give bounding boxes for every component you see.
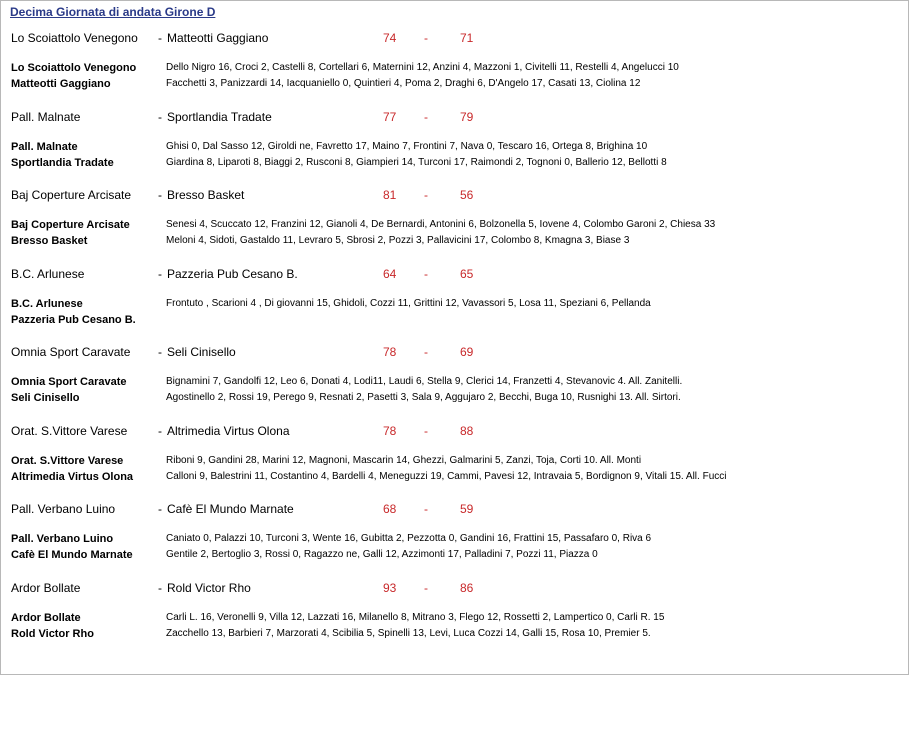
roster-players: Riboni 9, Gandini 28, Marini 12, Magnoni, Mascarin 14, Ghezzi, Galmarini 5, Zanzi, Toja, Corti 10. All. Monti — [166, 454, 642, 466]
home-team-name: Pall. Malnate — [11, 109, 81, 124]
roster-team-name: Omnia Sport Caravate — [11, 376, 127, 388]
away-team-name: Sportlandia Tradate — [167, 109, 272, 124]
away-roster-row — [1, 312, 901, 328]
home-team-name: Pall. Verbano Luino — [11, 502, 116, 516]
teams-separator: - — [158, 580, 162, 595]
roster-players: Meloni 4, Sidoti, Gastaldo 11, Levraro 5, Sbrosi 2, Pozzi 3, Pallavicini 17, Colombo 8, Kmagna 3, Biase 3 — [166, 235, 630, 246]
home-roster-row — [1, 610, 901, 626]
roster-team-name: Lo Scoiattolo Venegono — [11, 62, 137, 74]
home-roster-row — [1, 296, 901, 312]
score-separator: - — [424, 266, 428, 281]
home-team-name: B.C. Arlunese — [11, 266, 85, 281]
roster-players: Carli L. 16, Veronelli 9, Villa 12, Lazzati 16, Milanello 8, Mitrano 3, Flego 12, Rossetti 2, Lampertico 0, Carli R. 15 — [166, 611, 665, 623]
home-score: 78 — [383, 345, 397, 359]
roster-players: Facchetti 3, Panizzardi 14, Iacquaniello 0, Quintieri 4, Poma 2, Draghi 6, D'Angelo 17, Casati 13, Ciolina 12 — [166, 78, 641, 89]
away-team-name: Pazzeria Pub Cesano B. — [167, 266, 298, 281]
away-roster-row — [1, 547, 901, 563]
away-roster-row — [1, 626, 901, 642]
home-score: 81 — [383, 188, 397, 202]
home-team-name: Ardor Bollate — [11, 580, 81, 595]
score-separator: - — [424, 345, 428, 359]
home-score: 93 — [383, 580, 397, 595]
teams-separator: - — [158, 31, 162, 45]
roster-team-name: B.C. Arlunese — [11, 297, 83, 310]
away-roster-row — [1, 233, 901, 249]
score-row — [1, 344, 901, 360]
teams-separator: - — [158, 502, 162, 516]
away-score: 88 — [460, 423, 474, 438]
roster-team-name: Pall. Verbano Luino — [11, 533, 114, 545]
score-row — [1, 580, 901, 596]
home-roster-row — [1, 60, 901, 76]
teams-separator: - — [158, 109, 162, 124]
home-team-name: Omnia Sport Caravate — [11, 345, 131, 359]
score-row — [1, 501, 901, 517]
away-team-name: Cafè El Mundo Marnate — [167, 502, 294, 516]
away-score: 59 — [460, 502, 474, 516]
home-roster-row — [1, 531, 901, 547]
away-team-name: Bresso Basket — [167, 188, 245, 202]
roster-players: Bignamini 7, Gandolfi 12, Leo 6, Donati 4, Lodi11, Laudi 6, Stella 9, Clerici 14, Franzetti 4, Stevanovic 4. All. Zanitelli. — [166, 376, 683, 387]
away-team-name: Rold Victor Rho — [167, 580, 251, 595]
away-team-name: Seli Cinisello — [167, 345, 236, 359]
score-row — [1, 30, 901, 46]
page-title[interactable]: Decima Giornata di andata Girone D — [10, 5, 216, 19]
roster-players: Frontuto , Scarioni 4 , Di giovanni 15, Ghidoli, Cozzi 11, Grittini 12, Vavassori 5, Losa 11, Speziani 6, Pellanda — [166, 297, 651, 309]
score-row — [1, 187, 901, 203]
away-score: 86 — [460, 580, 474, 595]
roster-players: Giardina 8, Liparoti 8, Biaggi 2, Rusconi 8, Giampieri 14, Turconi 17, Raimondi 2, Tognoni 0, Ballerio 12, Bellotti 8 — [166, 156, 667, 168]
away-team-name: Matteotti Gaggiano — [167, 31, 269, 45]
teams-separator: - — [158, 423, 162, 438]
roster-team-name: Rold Victor Rho — [11, 627, 94, 640]
roster-team-name: Sportlandia Tradate — [11, 156, 114, 169]
roster-team-name: Ardor Bollate — [11, 611, 81, 624]
home-score: 64 — [383, 266, 397, 281]
away-score: 69 — [460, 345, 474, 359]
score-separator: - — [424, 31, 428, 45]
score-separator: - — [424, 188, 428, 202]
score-row — [1, 423, 901, 439]
home-roster-row — [1, 217, 901, 233]
home-roster-row — [1, 374, 901, 390]
roster-team-name: Pall. Malnate — [11, 140, 78, 153]
roster-team-name: Seli Cinisello — [11, 392, 80, 404]
roster-team-name: Matteotti Gaggiano — [11, 78, 111, 90]
score-row — [1, 109, 901, 125]
score-separator: - — [424, 423, 428, 438]
away-roster-row — [1, 469, 901, 485]
roster-players: Zacchello 13, Barbieri 7, Marzorati 4, Scibilia 5, Spinelli 13, Levi, Luca Cozzi 14, Galli 15, Rosa 10, Premier 5. — [166, 627, 651, 639]
score-separator: - — [424, 109, 428, 124]
roster-players: Agostinello 2, Rossi 19, Perego 9, Resnati 2, Pasetti 3, Sala 9, Aggujaro 2, Becchi, Buga 10, Rusnighi 13. All. Sirtori. — [166, 392, 681, 403]
roster-team-name: Pazzeria Pub Cesano B. — [11, 313, 136, 326]
roster-team-name: Altrimedia Virtus Olona — [11, 470, 134, 483]
away-score: 65 — [460, 266, 474, 281]
away-team-name: Altrimedia Virtus Olona — [167, 423, 290, 438]
score-row — [1, 266, 901, 282]
roster-players: Gentile 2, Bertoglio 3, Rossi 0, Ragazzo ne, Galli 12, Azzimonti 17, Palladini 7, Pozzi 11, Piazza 0 — [166, 549, 598, 560]
roster-players: Caniato 0, Palazzi 10, Turconi 3, Wente 16, Gubitta 2, Pezzotta 0, Gandini 16, Frattini 15, Passafaro 0, Riva 6 — [166, 533, 652, 544]
away-score: 56 — [460, 188, 474, 202]
home-team-name: Lo Scoiattolo Venegono — [11, 31, 138, 45]
home-score: 74 — [383, 31, 397, 45]
score-separator: - — [424, 580, 428, 595]
score-separator: - — [424, 502, 428, 516]
away-roster-row — [1, 76, 901, 92]
teams-separator: - — [158, 266, 162, 281]
home-score: 78 — [383, 423, 397, 438]
match-block — [1, 580, 901, 740]
away-roster-row — [1, 390, 901, 406]
roster-team-name: Orat. S.Vittore Varese — [11, 454, 124, 467]
teams-separator: - — [158, 188, 162, 202]
away-score: 79 — [460, 109, 474, 124]
home-roster-row — [1, 139, 901, 155]
roster-players: Senesi 4, Scuccato 12, Franzini 12, Gianoli 4, De Bernardi, Antonini 6, Bolzonella 5, Iovene 4, Colombo Garoni 2, Chiesa 33 — [166, 219, 716, 230]
roster-players: Ghisi 0, Dal Sasso 12, Giroldi ne, Favretto 17, Maino 7, Frontini 7, Nava 0, Tescaro 16, Ortega 8, Brighina 10 — [166, 140, 648, 152]
home-team-name: Orat. S.Vittore Varese — [11, 423, 128, 438]
away-score: 71 — [460, 31, 474, 45]
roster-team-name: Cafè El Mundo Marnate — [11, 549, 133, 561]
roster-team-name: Baj Coperture Arcisate — [11, 219, 130, 231]
away-roster-row — [1, 155, 901, 171]
home-team-name: Baj Coperture Arcisate — [11, 188, 132, 202]
home-score: 68 — [383, 502, 397, 516]
home-score: 77 — [383, 109, 397, 124]
roster-team-name: Bresso Basket — [11, 235, 88, 247]
teams-separator: - — [158, 345, 162, 359]
roster-players: Dello Nigro 16, Croci 2, Castelli 8, Cortellari 6, Maternini 12, Anzini 4, Mazzoni 1, Civitelli 11, Restelli 4, Angelucci 10 — [166, 62, 679, 73]
home-roster-row — [1, 453, 901, 469]
roster-players: Calloni 9, Balestrini 11, Costantino 4, Bardelli 4, Meneguzzi 19, Cammi, Pavesi 12, Intravaia 5, Bordignon 9, Vitali 15. All. Fucci — [166, 470, 727, 482]
